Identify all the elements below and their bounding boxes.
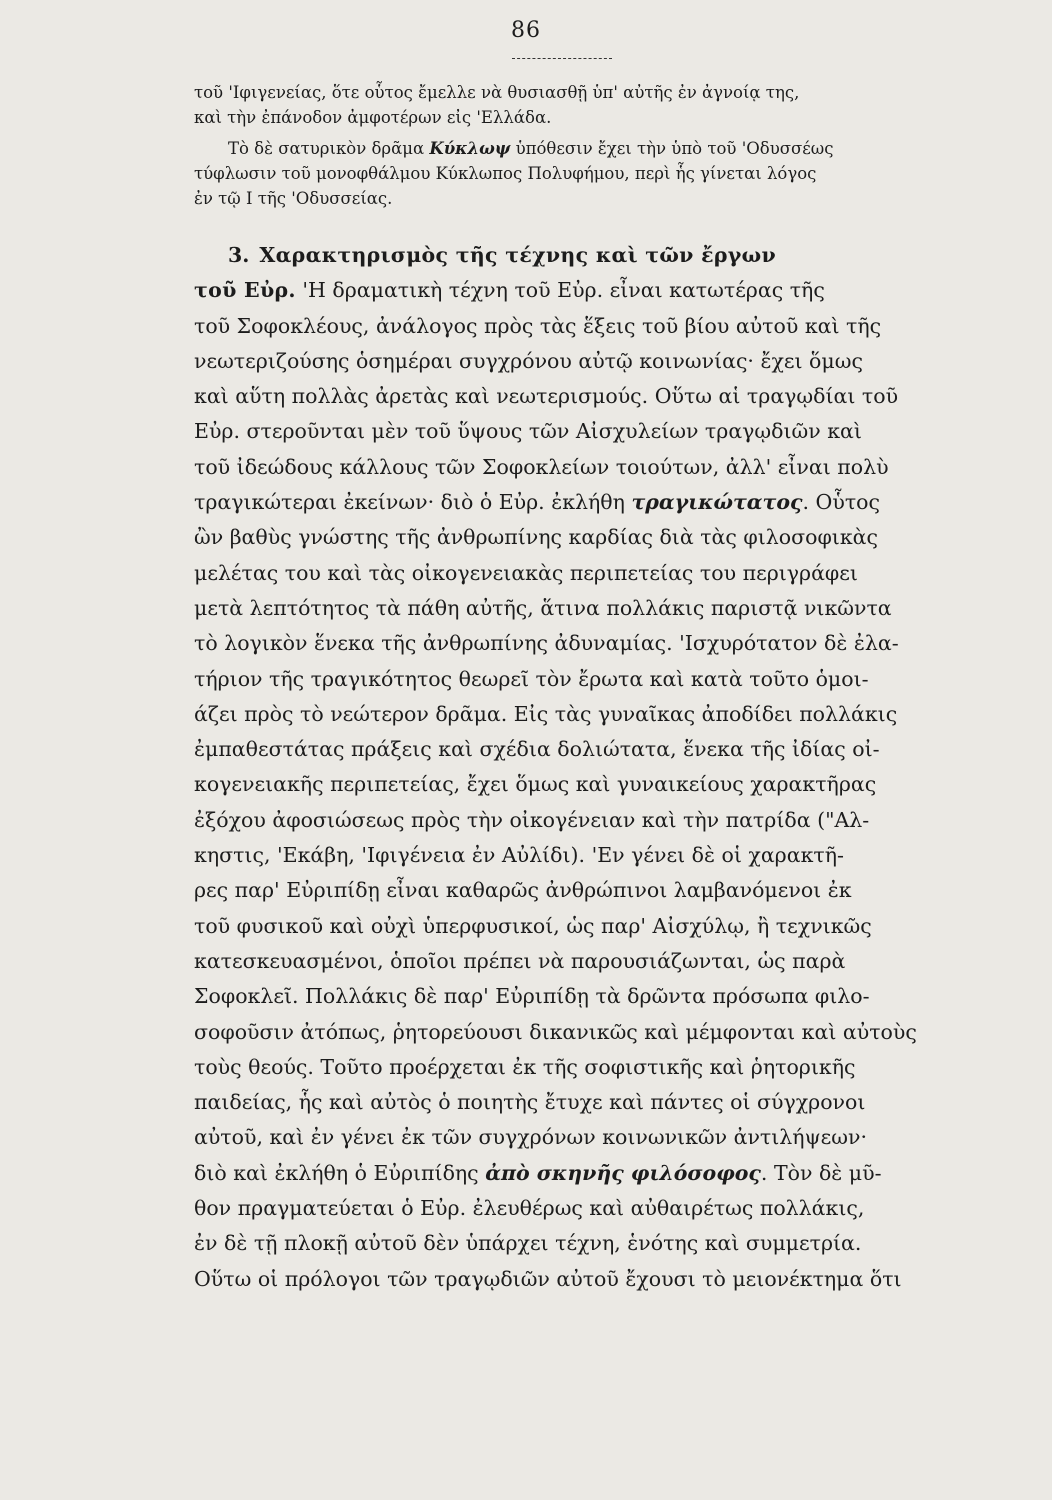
intro-line: ἐν τῷ Ι τῆς 'Οδυσσείας. — [194, 189, 393, 208]
body-line — [194, 273, 992, 308]
text-run: Τὸ δὲ σατυρικὸν δρᾶμα — [228, 139, 430, 158]
text-run: 'Η δραματικὴ τέχνη τοῦ Εὐρ. εἶναι κατωτέρας τῆς — [295, 278, 825, 303]
body-line: Οὕτω οἱ πρόλογοι τῶν τραγῳδιῶν αὐτοῦ ἔχουσι τὸ μειονέκτημα ὅτι — [194, 1266, 902, 1291]
body-line: καὶ αὕτη πολλὰς ἀρετὰς καὶ νεωτερισμούς. Οὕτω αἱ τραγῳδίαι τοῦ — [194, 384, 899, 409]
body-line: μελέτας του καὶ τὰς οἰκογενειακὰς περιπετείας του περιγράφει — [194, 560, 858, 585]
section-number: 3. — [228, 243, 250, 267]
intro-line: τύφλωσιν τοῦ μονοφθάλμου Κύκλωπος Πολυφήμου, περὶ ἧς γίνεται λόγος — [194, 164, 817, 183]
body-line: θον πραγματεύεται ὁ Εὐρ. ἐλευθέρως καὶ αὐθαιρέτως πολλάκις, — [194, 1196, 865, 1221]
text-run: τραγικώτεραι ἐκείνων· διὸ ὁ Εὐρ. ἐκλήθη — [194, 490, 632, 515]
body-line: ἐν δὲ τῇ πλοκῇ αὐτοῦ δὲν ὑπάρχει τέχνη, ἑνότης καὶ συμμετρία. — [194, 1231, 862, 1256]
text-run: . Τὸν δὲ μῦ- — [760, 1160, 882, 1185]
body-line: τοὺς θεούς. Τοῦτο προέρχεται ἐκ τῆς σοφιστικῆς καὶ ῥητορικῆς — [194, 1054, 856, 1079]
section-heading-end: τοῦ Εὐρ. — [194, 278, 296, 303]
body-line: ρες παρ' Εὐριπίδῃ εἶναι καθαρῶς ἀνθρώπινοι λαμβανόμενοι ἐκ — [194, 878, 852, 903]
body-line: ὢν βαθὺς γνώστης τῆς ἀνθρωπίνης καρδίας διὰ τὰς φιλοσοφικὰς — [194, 525, 878, 550]
section-heading — [194, 238, 992, 273]
body-line: νεωτεριζούσης ὁσημέραι συγχρόνου αὐτῷ κοινωνίας· ἔχει ὅμως — [194, 348, 863, 373]
emphasis-term: τραγικώτατος — [631, 490, 803, 515]
text-run: διὸ καὶ ἐκλήθη ὁ Εὐριπίδης — [194, 1160, 486, 1185]
body-line — [194, 1156, 992, 1191]
body-line: τοῦ ἰδεώδους κάλλους τῶν Σοφοκλείων τοιούτων, ἀλλ' εἶναι πολὺ — [194, 454, 889, 479]
body-line: μετὰ λεπτότητος τὰ πάθη αὐτῆς, ἅτινα πολλάκις παριστᾷ νικῶντα — [194, 595, 892, 620]
intro-line: καὶ τὴν ἐπάνοδον ἀμφοτέρων εἰς 'Ελλάδα. — [194, 108, 552, 127]
intro-line — [194, 136, 994, 161]
section-heading-text: Χαρακτηρισμὸς τῆς τέχνης καὶ τῶν ἔργων — [259, 243, 776, 267]
body-line: κηστις, 'Εκάβη, 'Ιφιγένεια ἐν Αὐλίδι). 'Εν γένει δὲ οἱ χαρακτῆ- — [194, 843, 844, 868]
body-line: αὐτοῦ, καὶ ἐν γένει ἐκ τῶν συγχρόνων κοινωνικῶν ἀντιλήψεων· — [194, 1125, 867, 1150]
body-line: ἐμπαθεστάτας πράξεις καὶ σχέδια δολιώτατα, ἕνεκα τῆς ἰδίας οἰ- — [194, 737, 880, 762]
body-line: τήριον τῆς τραγικότητος θεωρεῖ τὸν ἔρωτα καὶ κατὰ τοῦτο ὁμοι- — [194, 666, 869, 691]
body-line: κατεσκευασμένοι, ὁποῖοι πρέπει νὰ παρουσιάζωνται, ὡς παρὰ — [194, 948, 846, 973]
intro-line: τοῦ 'Ιφιγενείας, ὅτε οὗτος ἔμελλε νὰ θυσιασθῇ ὑπ' αὐτῆς ἐν ἀγνοίᾳ της, — [194, 83, 800, 102]
text-run: . Οὗτος — [802, 490, 880, 515]
intro-paragraph — [194, 80, 994, 130]
body-line: τὸ λογικὸν ἕνεκα τῆς ἀνθρωπίνης ἀδυναμίας. 'Ισχυρότατον δὲ ἐλα- — [194, 631, 899, 656]
play-title: Κύκλωψ — [429, 139, 511, 158]
body-line: κογενειακῆς περιπετείας, ἔχει ὅμως καὶ γυναικείους χαρακτῆρας — [194, 772, 877, 797]
body-line — [194, 485, 992, 520]
body-line: σοφοῦσιν ἀτόπως, ῥητορεύουσι δικανικῶς καὶ μέμφονται καὶ αὐτοὺς — [194, 1019, 917, 1044]
body-line: Σοφοκλεῖ. Πολλάκις δὲ παρ' Εὐριπίδῃ τὰ δρῶντα πρόσωπα φιλο- — [194, 984, 870, 1009]
body-line: Εὐρ. στεροῦνται μὲν τοῦ ὕψους τῶν Αἰσχυλείων τραγῳδιῶν καὶ — [194, 419, 862, 444]
cyclops-paragraph — [194, 136, 994, 211]
page-number: 86 — [511, 18, 541, 43]
body-line: τοῦ φυσικοῦ καὶ οὐχὶ ὑπερφυσικοί, ὡς παρ' Αἰσχύλῳ, ἢ τεχνικῶς — [194, 913, 872, 938]
body-line: τοῦ Σοφοκλέους, ἀνάλογος πρὸς τὰς ἕξεις τοῦ βίου αὐτοῦ καὶ τῆς — [194, 313, 882, 338]
body-line: παιδείας, ἧς καὶ αὐτὸς ὁ ποιητὴς ἔτυχε καὶ πάντες οἱ σύγχρονοι — [194, 1090, 866, 1115]
body-line: ἐξόχου ἀφοσιώσεως πρὸς τὴν οἰκογένειαν καὶ τὴν πατρίδα ("Αλ- — [194, 807, 870, 832]
header-rule — [512, 58, 612, 59]
section-body — [194, 238, 992, 1297]
body-line: άζει πρὸς τὸ νεώτερον δρᾶμα. Εἰς τὰς γυναῖκας ἀποδίδει πολλάκις — [194, 701, 898, 726]
emphasis-term: ἀπὸ σκηνῆς φιλόσοφος — [485, 1160, 761, 1185]
text-run: ὑπόθεσιν ἔχει τὴν ὑπὸ τοῦ 'Οδυσσέως — [510, 139, 834, 158]
